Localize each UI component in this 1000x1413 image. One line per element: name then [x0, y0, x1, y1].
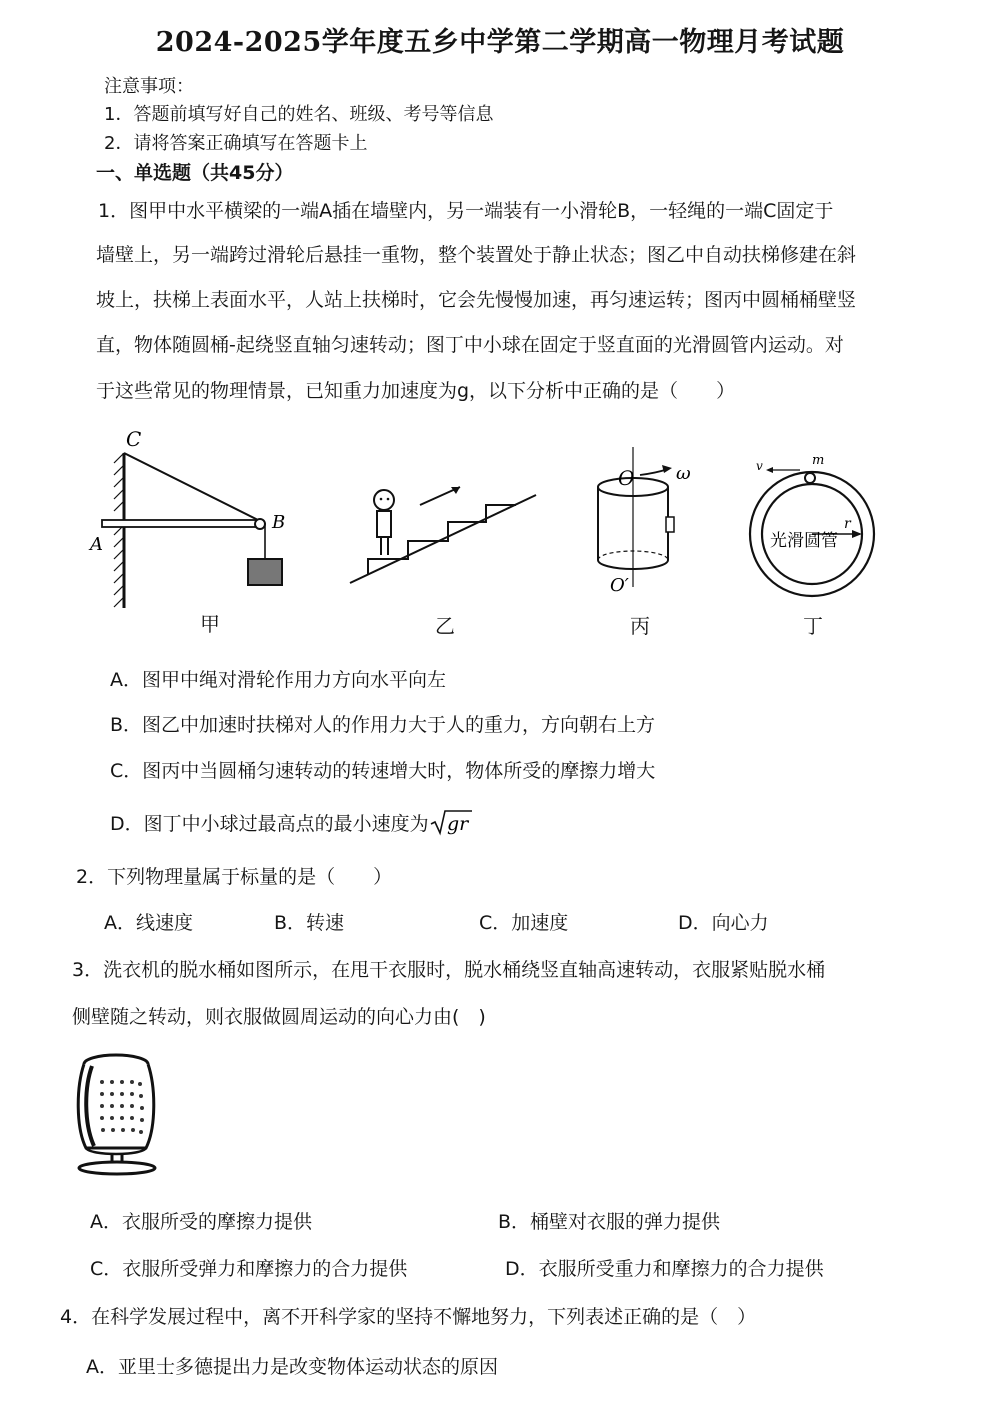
caption-bing: 丙: [630, 614, 650, 638]
q3-line: 侧壁随之转动，则衣服做圆周运动的向心力由( ): [72, 1006, 486, 1028]
q2-option-b: B．转速: [274, 912, 345, 934]
notice-heading: 注意事项：: [104, 76, 194, 97]
label-m: m: [812, 453, 825, 468]
q2-option-c: C．加速度: [479, 912, 569, 934]
caption-jia: 甲: [200, 612, 220, 636]
spin-dryer-figure: [72, 1048, 164, 1178]
section-heading: 一、单选题（共45分）: [96, 162, 294, 184]
label-o-prime: O′: [610, 575, 629, 595]
q1-option-d-text: D．图丁中小球过最高点的最小速度为: [110, 813, 429, 835]
q1-option-c: C．图丙中当圆桶匀速转动的转速增大时，物体所受的摩擦力增大: [110, 760, 656, 782]
q1-option-d: [110, 808, 473, 841]
q1-line: 直，物体随圆桶-起绕竖直轴匀速转动；图丁中小球在固定于竖直面的光滑圆管内运动。对: [96, 334, 844, 356]
figure-ding: [740, 448, 890, 598]
q2-option-a: A．线速度: [104, 912, 193, 934]
label-v: v: [756, 459, 763, 473]
caption-ding: 丁: [803, 614, 823, 638]
q3-option-a: A．衣服所受的摩擦力提供: [90, 1211, 312, 1233]
label-a: A: [90, 534, 103, 555]
sqrt-expression: [429, 808, 473, 841]
notice-item: 2．请将答案正确填写在答题卡上: [104, 133, 368, 154]
q1-line: 墙壁上，另一端跨过滑轮后悬挂一重物，整个装置处于静止状态；图乙中自动扶梯修建在斜: [96, 244, 857, 266]
notice-item: 1．答题前填写好自己的姓名、班级、考号等信息: [104, 104, 494, 125]
figure-yi: [348, 475, 540, 587]
page-title: 2024-2025学年度五乡中学第二学期高一物理月考试题: [155, 27, 845, 58]
caption-yi: 乙: [435, 614, 455, 638]
tube-label: 光滑圆管: [770, 531, 838, 551]
q3-option-d: D．衣服所受重力和摩擦力的合力提供: [505, 1258, 824, 1280]
label-c: C: [126, 428, 142, 451]
q4-option-a: A．亚里士多德提出力是改变物体运动状态的原因: [86, 1356, 498, 1378]
q3-option-b: B．桶壁对衣服的弹力提供: [498, 1211, 721, 1233]
q3-option-c: C．衣服所受弹力和摩擦力的合力提供: [90, 1258, 408, 1280]
figure-jia: [88, 428, 298, 613]
label-omega: ω: [676, 463, 691, 484]
q1-option-b: B．图乙中加速时扶梯对人的作用力大于人的重力，方向朝右上方: [110, 714, 656, 736]
q2-option-d: D．向心力: [678, 912, 769, 934]
sqrt-radicand: gr: [446, 813, 468, 835]
q1-line: 坡上，扶梯上表面水平，人站上扶梯时，它会先慢慢加速，再匀速运转；图丙中圆桶桶壁竖: [96, 289, 857, 311]
label-o: O: [618, 466, 635, 490]
q1-line: 于这些常见的物理情景，已知重力加速度为g，以下分析中正确的是（ ）: [96, 380, 736, 402]
q2-stem: 2．下列物理量属于标量的是（ ）: [76, 866, 393, 888]
q1-line: 1．图甲中水平横梁的一端A插在墙壁内，另一端装有一小滑轮B，一轻绳的一端C固定于: [98, 200, 834, 222]
q3-line: 3．洗衣机的脱水桶如图所示，在甩干衣服时，脱水桶绕竖直轴高速转动，衣服紧贴脱水桶: [72, 959, 826, 981]
label-r: r: [844, 516, 851, 532]
figure-bing: [588, 445, 698, 595]
label-b: B: [272, 512, 286, 533]
q4-stem: 4．在科学发展过程中，离不开科学家的坚持不懈地努力，下列表述正确的是（ ）: [60, 1306, 757, 1328]
q1-option-a: A．图甲中绳对滑轮作用力方向水平向左: [110, 669, 446, 691]
